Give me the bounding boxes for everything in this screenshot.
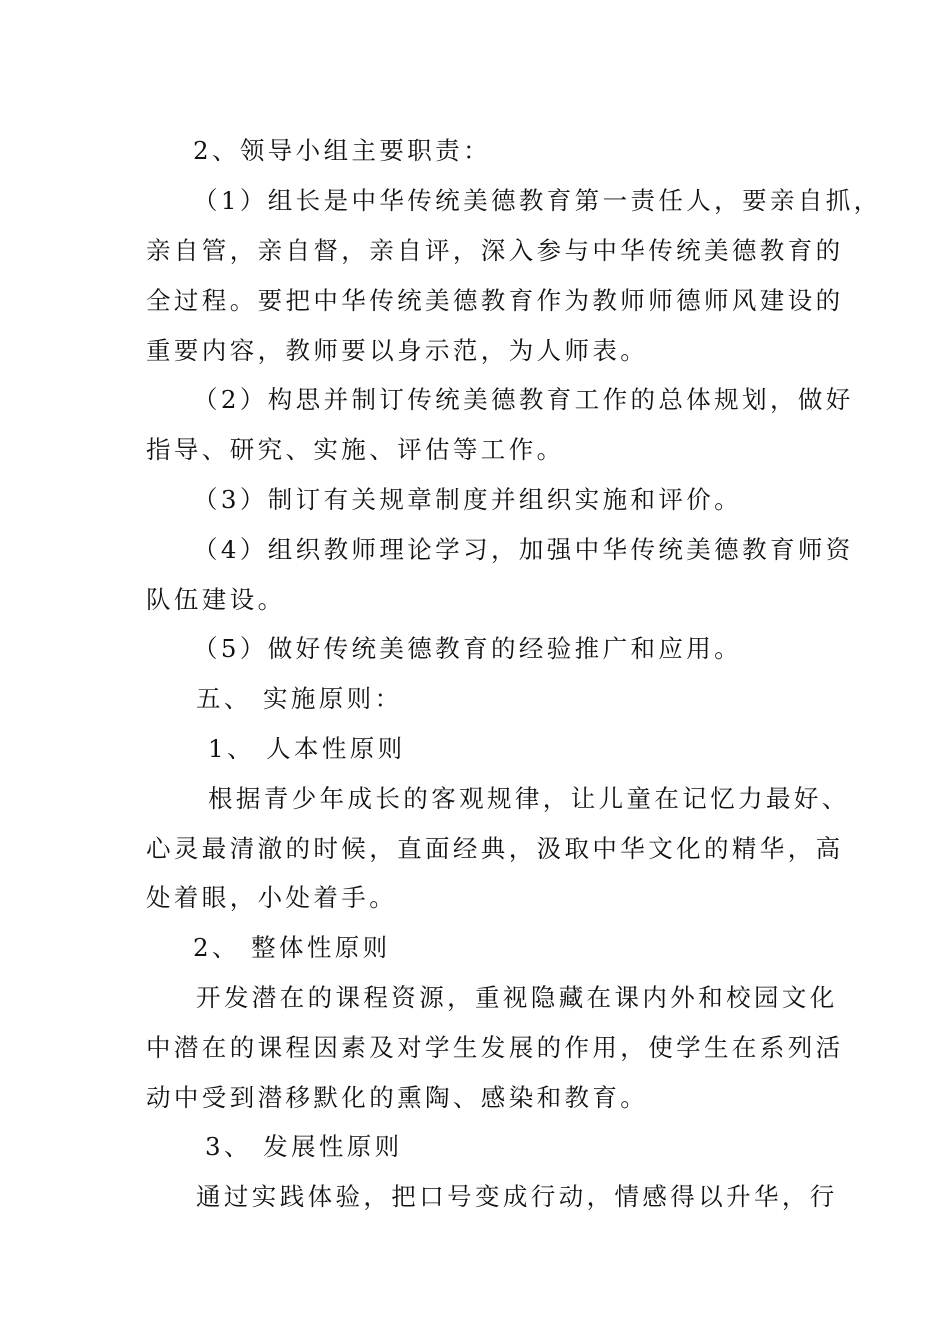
text-line: 处着眼，小处着手。: [146, 883, 398, 912]
text-line: 队伍建设。: [146, 585, 286, 614]
subsection-heading: 1、 人本性原则: [208, 734, 406, 763]
text-line: 动中受到潜移默化的熏陶、感染和教育。: [146, 1083, 649, 1112]
text-line: 亲自管，亲自督，亲自评，深入参与中华传统美德教育的: [146, 236, 844, 265]
text-line: （2）构思并制订传统美德教育工作的总体规划，做好: [193, 385, 854, 414]
text-line: 根据青少年成长的客观规律，让儿童在记忆力最好、: [208, 784, 850, 813]
text-line: 通过实践体验，把口号变成行动，情感得以升华，行: [196, 1182, 838, 1211]
text-line: 心灵最清澈的时候，直面经典，汲取中华文化的精华，高: [146, 834, 844, 863]
text-line: 指导、研究、实施、评估等工作。: [146, 435, 565, 464]
text-line: 重要内容，教师要以身示范，为人师表。: [146, 336, 649, 365]
text-line: （5）做好传统美德教育的经验推广和应用。: [193, 634, 743, 663]
text-line: （3）制订有关规章制度并组织实施和评价。: [193, 485, 743, 514]
text-line: （4）组织教师理论学习，加强中华传统美德教育师资: [193, 535, 854, 564]
text-line: （1）组长是中华传统美德教育第一责任人，要亲自抓，: [193, 186, 882, 215]
subsection-heading: 3、 发展性原则: [205, 1132, 403, 1161]
subsection-heading: 2、 整体性原则: [193, 933, 391, 962]
text-line: 2、领导小组主要职责：: [193, 136, 491, 165]
text-line: 开发潜在的课程资源，重视隐藏在课内外和校园文化: [196, 983, 838, 1012]
section-heading: 五、 实施原则：: [196, 684, 403, 713]
text-line: 中潜在的课程因素及对学生发展的作用，使学生在系列活: [146, 1033, 844, 1062]
text-line: 全过程。要把中华传统美德教育作为教师师德师风建设的: [146, 286, 844, 315]
